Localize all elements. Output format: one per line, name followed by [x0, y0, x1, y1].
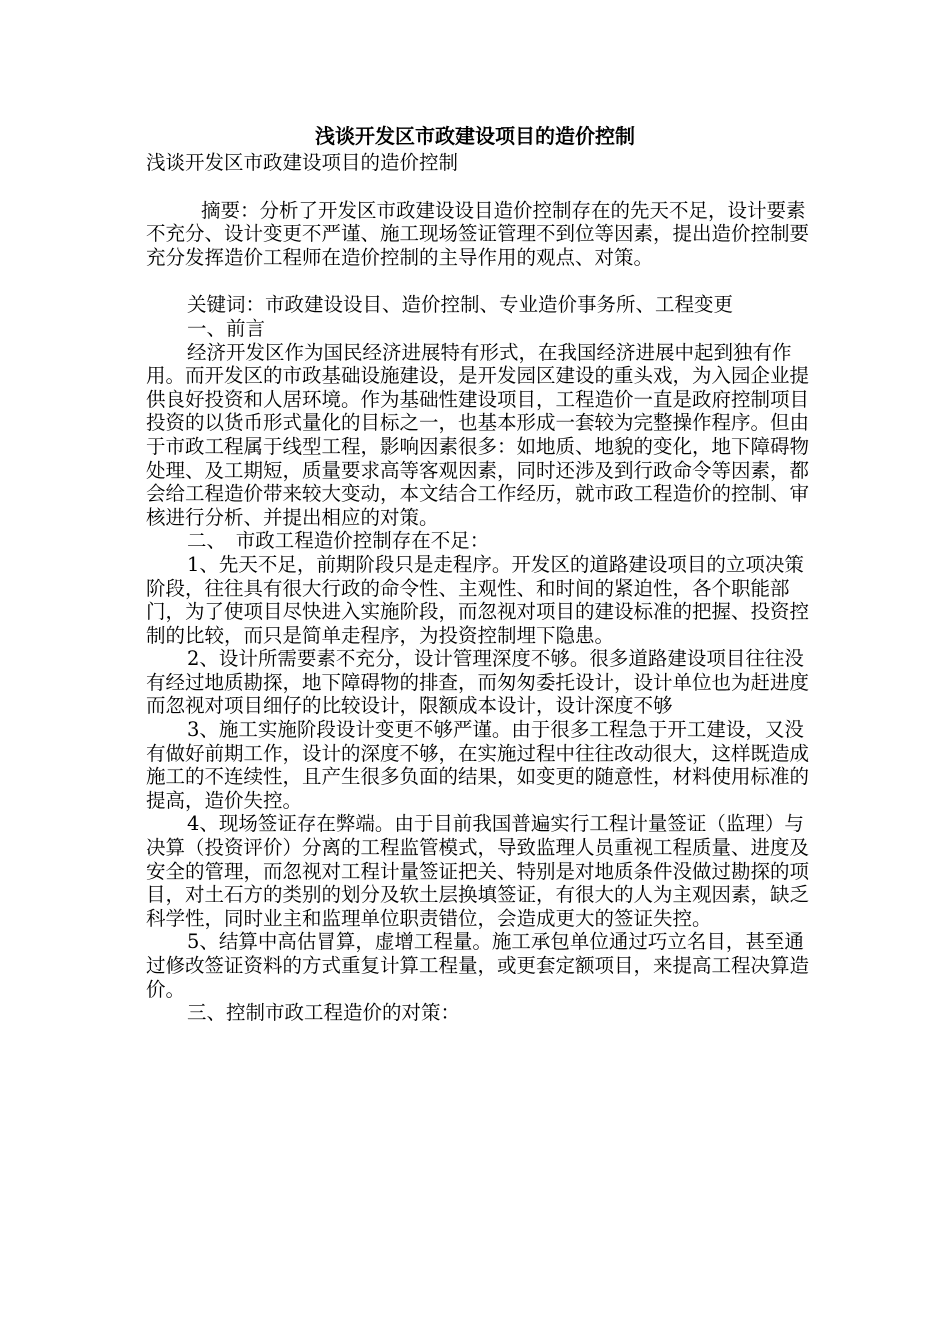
document-title: 浅谈开发区市政建设项目的造价控制: [315, 124, 635, 148]
shortcoming-item-4: 4、现场签证存在弊端。由于目前我国普遍实行工程计量签证（监理）与决算（投资评价）分离的工程监管模式，导致监理人员重视工程质量、进度及安全的管理，而忽视对工程计量签证把关、特别是对地质条件没做过勘探的项目，对土石方的类别的划分及软土层换填签证，有很大的人为主观因素，缺乏科学性，同时业主和监理单位职责错位，会造成更大的签证失控。: [146, 812, 810, 930]
shortcoming-item-3: 3、施工实施阶段设计变更不够严谨。由于很多工程急于开工建设，又没有做好前期工作，设计的深度不够，在实施过程中往往改动很大，这样既造成施工的不连续性，且产生很多负面的结果，如变更的随意性，材料使用标准的提高，造价失控。: [146, 718, 810, 812]
section-heading-preface: 一、前言: [187, 316, 266, 340]
keywords-paragraph: 关键词：市政建设设目、造价控制、专业造价事务所、工程变更: [187, 293, 734, 317]
section-heading-shortcomings: 二、 市政工程造价控制存在不足：: [187, 529, 490, 553]
shortcoming-item-1: 1、先天不足，前期阶段只是走程序。开发区的道路建设项目的立项决策阶段，往往具有很大行政的命令性、主观性、和时间的紧迫性，各个职能部门，为了使项目尽快进入实施阶段，而忽视对项目的建设标准的把握、投资控制的比较，而只是简单走程序，为投资控制埋下隐患。: [146, 552, 810, 647]
abstract-paragraph: 摘要：分析了开发区市政建设设目造价控制存在的先天不足，设计要素不充分、设计变更不严谨、施工现场签证管理不到位等因素，提出造价控制要充分发挥造价工程师在造价控制的主导作用的观点、对策。: [146, 198, 810, 269]
document-body: [146, 151, 810, 1025]
shortcoming-item-2: 2、设计所需要素不充分，设计管理深度不够。很多道路建设项目往往没有经过地质勘探，地下障碍物的排查，而匆匆委托设计，设计单位也为赶进度而忽视对项目细仔的比较设计，限额成本设计，设计深度不够: [146, 647, 810, 718]
spacer: [146, 269, 810, 293]
document-subtitle: 浅谈开发区市政建设项目的造价控制: [146, 151, 459, 174]
spacer: [146, 175, 810, 199]
shortcoming-item-5: 5、结算中高估冒算，虚增工程量。施工承包单位通过巧立名目，甚至通过修改签证资料的方式重复计算工程量，或更套定额项目，来提高工程决算造价。: [146, 930, 810, 1001]
section-heading-countermeasures: 三、控制市政工程造价的对策：: [187, 1001, 461, 1025]
preface-paragraph: 经济开发区作为国民经济进展特有形式，在我国经济进展中起到独有作用。而开发区的市政基础设施建设，是开发园区建设的重头戏，为入园企业提供良好投资和人居环境。作为基础性建设项目，工程造价一直是政府控制项目投资的以货币形式量化的目标之一，也基本形成一套较为完整操作程序。但由于市政工程属于线型工程，影响因素很多：如地质、地貌的变化，地下障碍物处理、及工期短，质量要求高等客观因素，同时还涉及到行政命令等因素，都会给工程造价带来较大变动，本文结合工作经历，就市政工程造价的控制、审核进行分析、并提出相应的对策。: [146, 340, 810, 529]
